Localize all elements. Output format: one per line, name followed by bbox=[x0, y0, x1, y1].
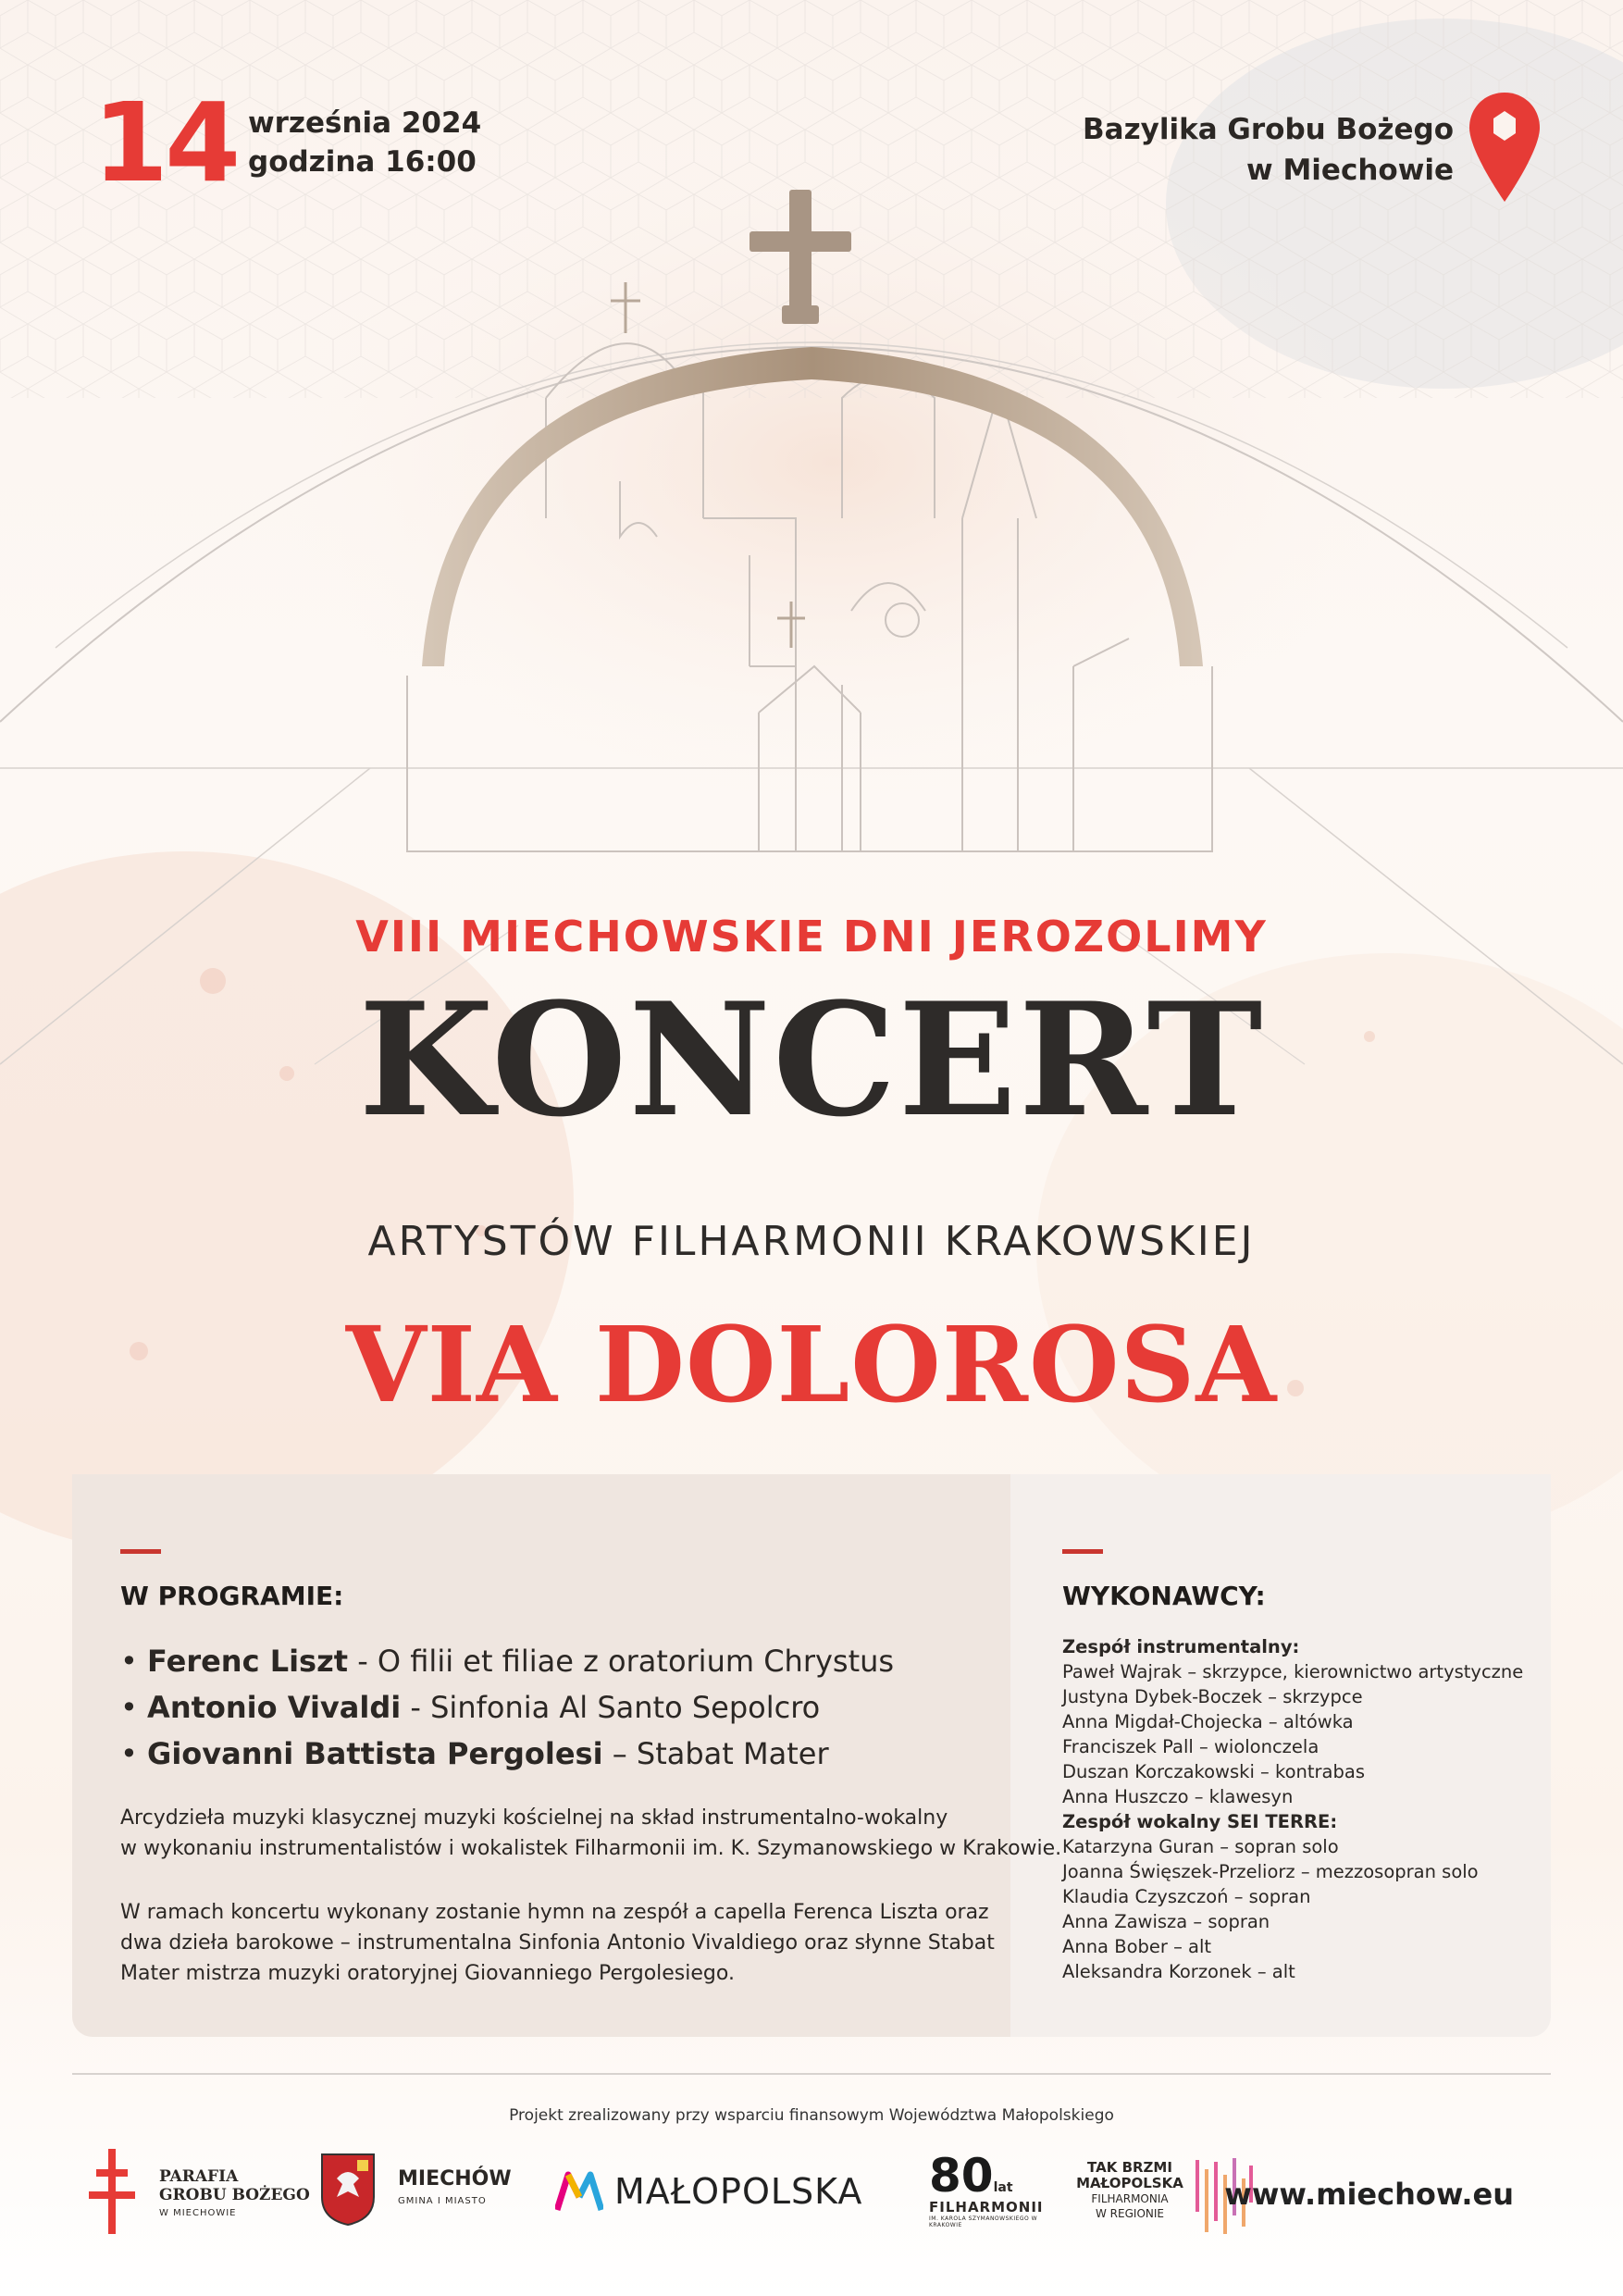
performer-item: Anna Huszczo – klawesyn bbox=[1062, 1786, 1294, 1807]
performer-item: Aleksandra Korzonek – alt bbox=[1062, 1961, 1295, 1982]
logo-text: 80 bbox=[929, 2149, 994, 2203]
logo-parafia bbox=[159, 2167, 310, 2223]
performer-item: Paweł Wajrak – skrzypce, kierownictwo artystyczne bbox=[1062, 1661, 1524, 1682]
description-line: W ramach koncertu wykonany zostanie hymn na zespół a capella Ferenca Liszta oraz bbox=[120, 1901, 989, 1924]
performers-heading: WYKONAWCY: bbox=[1062, 1581, 1266, 1611]
description-line: dwa dzieła barokowe – instrumentalna Sinfonia Antonio Vivaldiego oraz słynne Stabat bbox=[120, 1931, 995, 1955]
composer-name: Ferenc Liszt bbox=[147, 1644, 349, 1679]
performer-item: Joanna Święszek-Przeliorz – mezzosopran solo bbox=[1062, 1861, 1479, 1882]
footer-divider bbox=[72, 2073, 1551, 2075]
logo-text: lat bbox=[993, 2180, 1013, 2195]
event-series: VIII MIECHOWSKIE DNI JEROZOLIMY bbox=[355, 912, 1268, 962]
logo-filharmonia bbox=[929, 2149, 1049, 2228]
date-month-year: września 2024 bbox=[248, 106, 482, 140]
performer-item: Katarzyna Guran – sopran solo bbox=[1062, 1836, 1339, 1857]
logo-miechow bbox=[398, 2167, 512, 2206]
program-heading: W PROGRAMIE: bbox=[120, 1581, 344, 1611]
funding-note: Projekt zrealizowany przy wsparciu finansowym Województwa Małopolskiego bbox=[509, 2106, 1114, 2125]
performer-item: Justyna Dybek-Boczek – skrzypce bbox=[1062, 1686, 1363, 1707]
description-line: Mater mistrza muzyki oratoryjnej Giovanniego Pergolesiego. bbox=[120, 1962, 735, 1985]
description-line: w wykonaniu instrumentalistów i wokalistek Filharmonii im. K. Szymanowskiego w Krakowie. bbox=[120, 1837, 1062, 1860]
program-item: • Ferenc Liszt - O filii et filiae z oratorium Chrystus bbox=[120, 1644, 895, 1679]
instrumental-heading: Zespół instrumentalny: bbox=[1062, 1636, 1300, 1657]
performer-item: Anna Migdał-Chojecka – altówka bbox=[1062, 1711, 1354, 1732]
performer-item: Anna Bober – alt bbox=[1062, 1936, 1212, 1957]
performers-subtitle: ARTYSTÓW FILHARMONII KRAKOWSKIEJ bbox=[367, 1218, 1256, 1265]
website-link[interactable]: www.miechow.eu bbox=[1224, 2177, 1514, 2212]
malopolska-logo-icon bbox=[555, 2171, 603, 2212]
performer-item: Franciszek Pall – wiolonczela bbox=[1062, 1736, 1319, 1757]
logo-text: MAŁOPOLSKA bbox=[1076, 2175, 1183, 2191]
location-pin-icon bbox=[1468, 91, 1542, 204]
separator: – bbox=[602, 1736, 637, 1771]
logo-text: GROBU BOŻEGO bbox=[159, 2186, 310, 2204]
program-list bbox=[120, 1638, 894, 1777]
work-title: O filii et filiae z oratorium Chrystus bbox=[377, 1644, 895, 1679]
date-day: 14 bbox=[93, 79, 238, 206]
program-item: • Antonio Vivaldi - Sinfonia Al Santo Sepolcro bbox=[120, 1690, 821, 1725]
work-title: Sinfonia Al Santo Sepolcro bbox=[430, 1690, 821, 1725]
event-time: godzina 16:00 bbox=[248, 145, 477, 179]
logo-text: IM. KAROLA SZYMANOWSKIEGO W KRAKOWIE bbox=[929, 2215, 1038, 2228]
date-details bbox=[248, 104, 481, 181]
vocal-heading: Zespół wokalny SEI TERRE: bbox=[1062, 1811, 1338, 1832]
description-line: Arcydzieła muzyki klasycznej muzyki kościelnej na skład instrumentalno-wokalny bbox=[120, 1806, 948, 1830]
composer-name: Antonio Vivaldi bbox=[147, 1690, 402, 1725]
program-description-1 bbox=[120, 1803, 1061, 1864]
performer-item: Duszan Korczakowski – kontrabas bbox=[1062, 1761, 1365, 1782]
logo-text: MIECHÓW bbox=[398, 2167, 512, 2191]
venue-line2: w Miechowie bbox=[1246, 154, 1454, 187]
logo-text: TAK BRZMI bbox=[1087, 2159, 1172, 2176]
venue bbox=[1083, 109, 1454, 191]
logo-text: FILHARMONIA bbox=[1091, 2192, 1169, 2205]
concert-name: VIA DOLOROSA bbox=[345, 1305, 1278, 1426]
logo-malopolska: MAŁOPOLSKA bbox=[614, 2171, 863, 2212]
performer-item: Klaudia Czyszczoń – sopran bbox=[1062, 1886, 1311, 1907]
program-item: • Giovanni Battista Pergolesi – Stabat Mater bbox=[120, 1736, 829, 1771]
separator: - bbox=[348, 1644, 378, 1679]
logo-text: GMINA I MIASTO bbox=[398, 2196, 487, 2206]
logo-text: W REGIONIE bbox=[1096, 2207, 1164, 2220]
miechow-coat-of-arms-icon bbox=[320, 2153, 376, 2227]
logo-tak-brzmi bbox=[1072, 2160, 1188, 2221]
logo-text: FILHARMONII bbox=[929, 2199, 1044, 2215]
separator: - bbox=[401, 1690, 431, 1725]
performers-accent-bar bbox=[1062, 1549, 1103, 1554]
logo-text: W MIECHOWIE bbox=[159, 2208, 237, 2218]
logo-text: PARAFIA bbox=[159, 2167, 239, 2186]
patriarchal-cross-icon bbox=[89, 2149, 135, 2234]
program-description-2 bbox=[120, 1897, 995, 1989]
work-title: Stabat Mater bbox=[636, 1736, 829, 1771]
main-title: KONCERT bbox=[358, 968, 1265, 1151]
venue-line1: Bazylika Grobu Bożego bbox=[1083, 113, 1454, 146]
performers-list bbox=[1062, 1634, 1523, 1984]
performer-item: Anna Zawisza – sopran bbox=[1062, 1911, 1270, 1932]
composer-name: Giovanni Battista Pergolesi bbox=[147, 1736, 603, 1771]
program-accent-bar bbox=[120, 1549, 161, 1554]
